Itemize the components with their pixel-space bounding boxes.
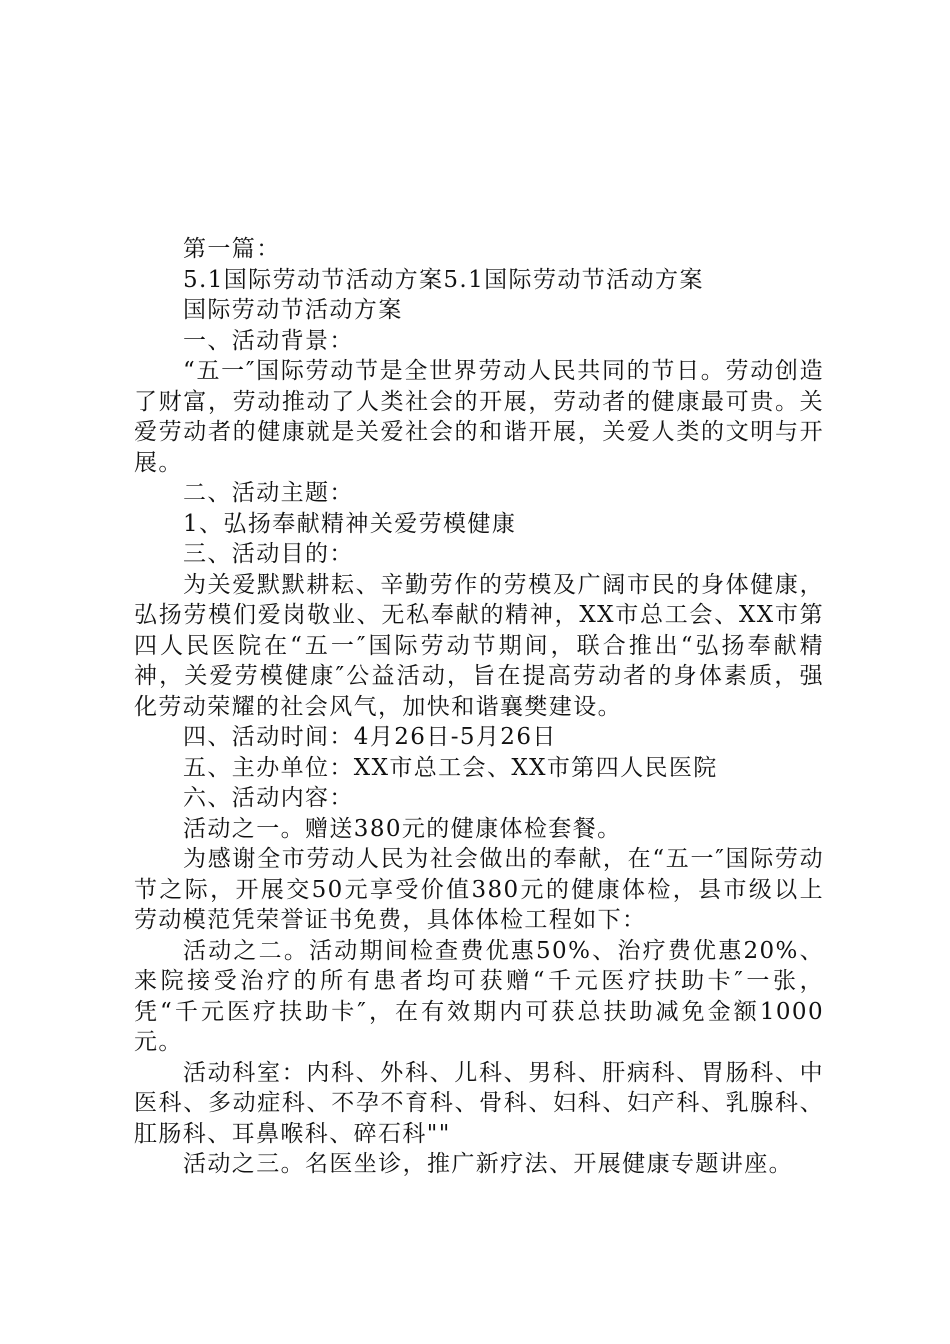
departments-paragraph: 活动科室：内科、外科、儿科、男科、肝病科、胃肠科、中医科、多动症科、不孕不育科、骨科、妇科、妇产科、乳腺科、肛肠科、耳鼻喉科、碎石科""	[134, 1059, 824, 1147]
part-heading: 第一篇：	[183, 236, 281, 262]
section-heading-background: 一、活动背景：	[183, 327, 354, 354]
activity-three-paragraph: 活动之三。名医坐诊，推广新疗法、开展健康专题讲座。	[183, 1151, 793, 1177]
purpose-paragraph: 为关爱默默耕耘、辛勤劳作的劳模及广阔市民的身体健康，弘扬劳模们爱岗敬业、无私奉献的精神，XX市总工会、XX市第四人民医院在“五一″国际劳动节期间，联合推出“弘扬奉献精神，关爱劳模健康″公益活动，旨在提高劳动者的身体素质，强化劳动荣耀的社会风气，加快和谐襄樊建设。	[134, 571, 824, 720]
section-heading-theme: 二、活动主题：	[183, 480, 354, 506]
document-body	[134, 234, 824, 1180]
activity-one-paragraph: 为感谢全市劳动人民为社会做出的奉献，在“五一″国际劳动节之际，开展交50元享受价值380元的健康体检，县市级以上劳动模范凭荣誉证书免费，具体体检工程如下：	[134, 846, 824, 933]
section-heading-purpose: 三、活动目的：	[183, 541, 354, 567]
section-heading-content: 六、活动内容：	[183, 785, 354, 811]
activity-one-heading: 活动之一。赠送380元的健康体检套餐。	[183, 815, 622, 842]
section-organizers: 五、主办单位：XX市总工会、XX市第四人民医院	[183, 754, 718, 781]
document-title: 5.1国际劳动节活动方案5.1国际劳动节活动方案	[183, 266, 704, 293]
section-time: 四、活动时间：4月26日-5月26日	[183, 724, 557, 750]
background-paragraph: “五一″国际劳动节是全世界劳动人民共同的节日。劳动创造了财富，劳动推动了人类社会的开展，劳动者的健康最可贵。关爱劳动者的健康就是关爱社会的和谐开展，关爱人类的文明与开展。	[134, 358, 824, 476]
activity-two-paragraph: 活动之二。活动期间检查费优惠50%、治疗费优惠20%、来院接受治疗的所有患者均可获赠“千元医疗扶助卡″一张，凭“千元医疗扶助卡″，在有效期内可获总扶助减免金额1000元。	[134, 937, 824, 1055]
theme-item: 1、弘扬奉献精神关爱劳模健康	[183, 510, 517, 537]
document-subtitle: 国际劳动节活动方案	[183, 297, 403, 323]
